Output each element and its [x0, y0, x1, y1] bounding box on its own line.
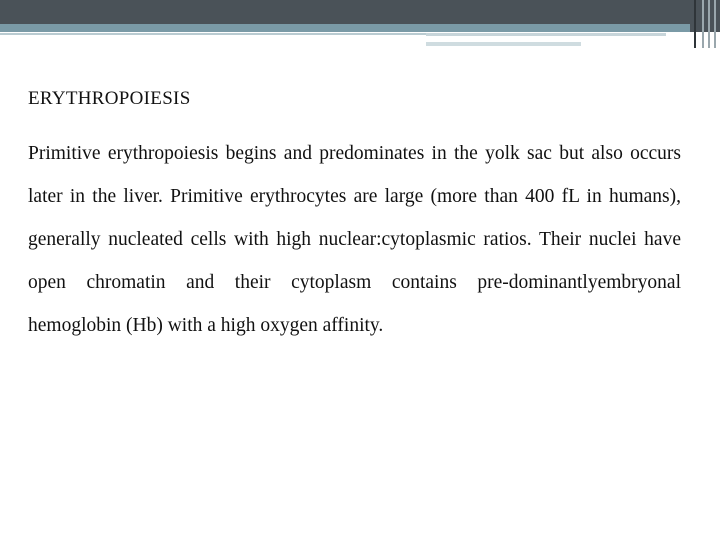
stripe [702, 0, 704, 48]
header-stripes [694, 0, 720, 48]
header-rule [426, 42, 581, 46]
stripe [708, 0, 710, 48]
header-rule [426, 33, 666, 36]
stripe [714, 0, 716, 48]
header-accent-band [0, 24, 690, 32]
stripe [694, 0, 696, 48]
slide-body-paragraph: Primitive erythropoiesis begins and predominates in the yolk sac but also occurs later in the liver. Primitive erythrocytes are large (more than 400 fL in humans), generally nucleated cells with high nuclear:cytoplasmic ratios. Their nuclei have open chromatin and their cytoplasm contains pre-dominantlyembryonal hemoglobin (Hb) with a high oxygen affinity. [28, 143, 681, 336]
header-band [0, 0, 720, 24]
slide-heading: ERYTHROPOIESIS [28, 88, 191, 109]
header-rule [0, 33, 426, 35]
